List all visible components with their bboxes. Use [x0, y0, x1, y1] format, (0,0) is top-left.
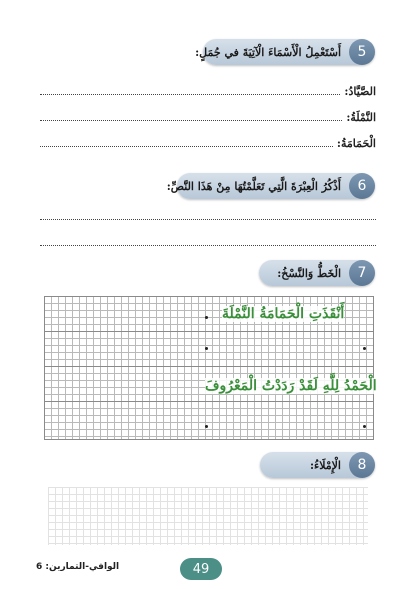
- question-5-text: أَسْتَعْمِلُ الْأَسْمَاءَ الْآتِيَةَ في جُمَلٍ:: [195, 45, 341, 59]
- answer-line-lesson-1[interactable]: [40, 219, 376, 220]
- question-5-header: [195, 39, 375, 65]
- grid-rule: [44, 401, 374, 402]
- grid-rule: [373, 296, 374, 440]
- grid-rule: [44, 296, 45, 440]
- grid-dot: [205, 425, 208, 428]
- copy-model-line-1: أَنْقَذَتِ الْحَمَامَةُ النَّمْلَةَ: [222, 306, 345, 322]
- dotted-line: [40, 85, 340, 95]
- answer-line-ant[interactable]: [40, 111, 376, 124]
- question-6-number: 6: [349, 173, 375, 199]
- grid-rule: [44, 366, 374, 367]
- dotted-line: [40, 111, 342, 121]
- question-8-number: 8: [349, 452, 375, 478]
- grid-dot: [363, 347, 366, 350]
- question-8-header: [260, 452, 375, 478]
- grid-rule: [44, 296, 374, 297]
- grid-dot: [205, 316, 208, 319]
- grid-dot: [205, 347, 208, 350]
- question-7-header: [259, 260, 375, 286]
- grid-dot: [363, 425, 366, 428]
- question-7-number: 7: [349, 260, 375, 286]
- answer-label-ant: النَّمْلَةُ:: [346, 111, 376, 124]
- answer-line-lesson-2[interactable]: [40, 245, 376, 246]
- answer-label-dove: الْحَمَامَةُ:: [336, 137, 376, 150]
- answer-line-dove[interactable]: [40, 137, 376, 150]
- grid-rule: [44, 331, 374, 332]
- question-8-text: الْإِمْلَاءُ:: [309, 458, 341, 472]
- page-number: 49: [180, 558, 222, 580]
- copy-model-line-2: الْحَمْدُ لِلَّهِ لَقَدْ رَدَدْتُ الْمَعْرُوفَ: [205, 378, 377, 394]
- question-6-text: أَذْكُرُ الْعِبْرَةَ الَّتِي تَعَلَّمْتُهَا مِنْ هَذَا النَّصِّ:: [166, 179, 341, 193]
- dotted-line: [40, 137, 333, 147]
- footer-book-title: الوافي-التمارين: 6: [36, 562, 120, 572]
- question-5-number: 5: [349, 39, 375, 65]
- dictation-grid[interactable]: [48, 487, 368, 545]
- question-6-header: [166, 173, 375, 199]
- answer-label-hunter: الصَّيَّادُ:: [344, 85, 376, 98]
- grid-rule: [44, 439, 374, 440]
- question-7-text: الْخَطُّ وَالنَّسْخُ:: [277, 266, 341, 280]
- answer-line-hunter[interactable]: [40, 85, 376, 98]
